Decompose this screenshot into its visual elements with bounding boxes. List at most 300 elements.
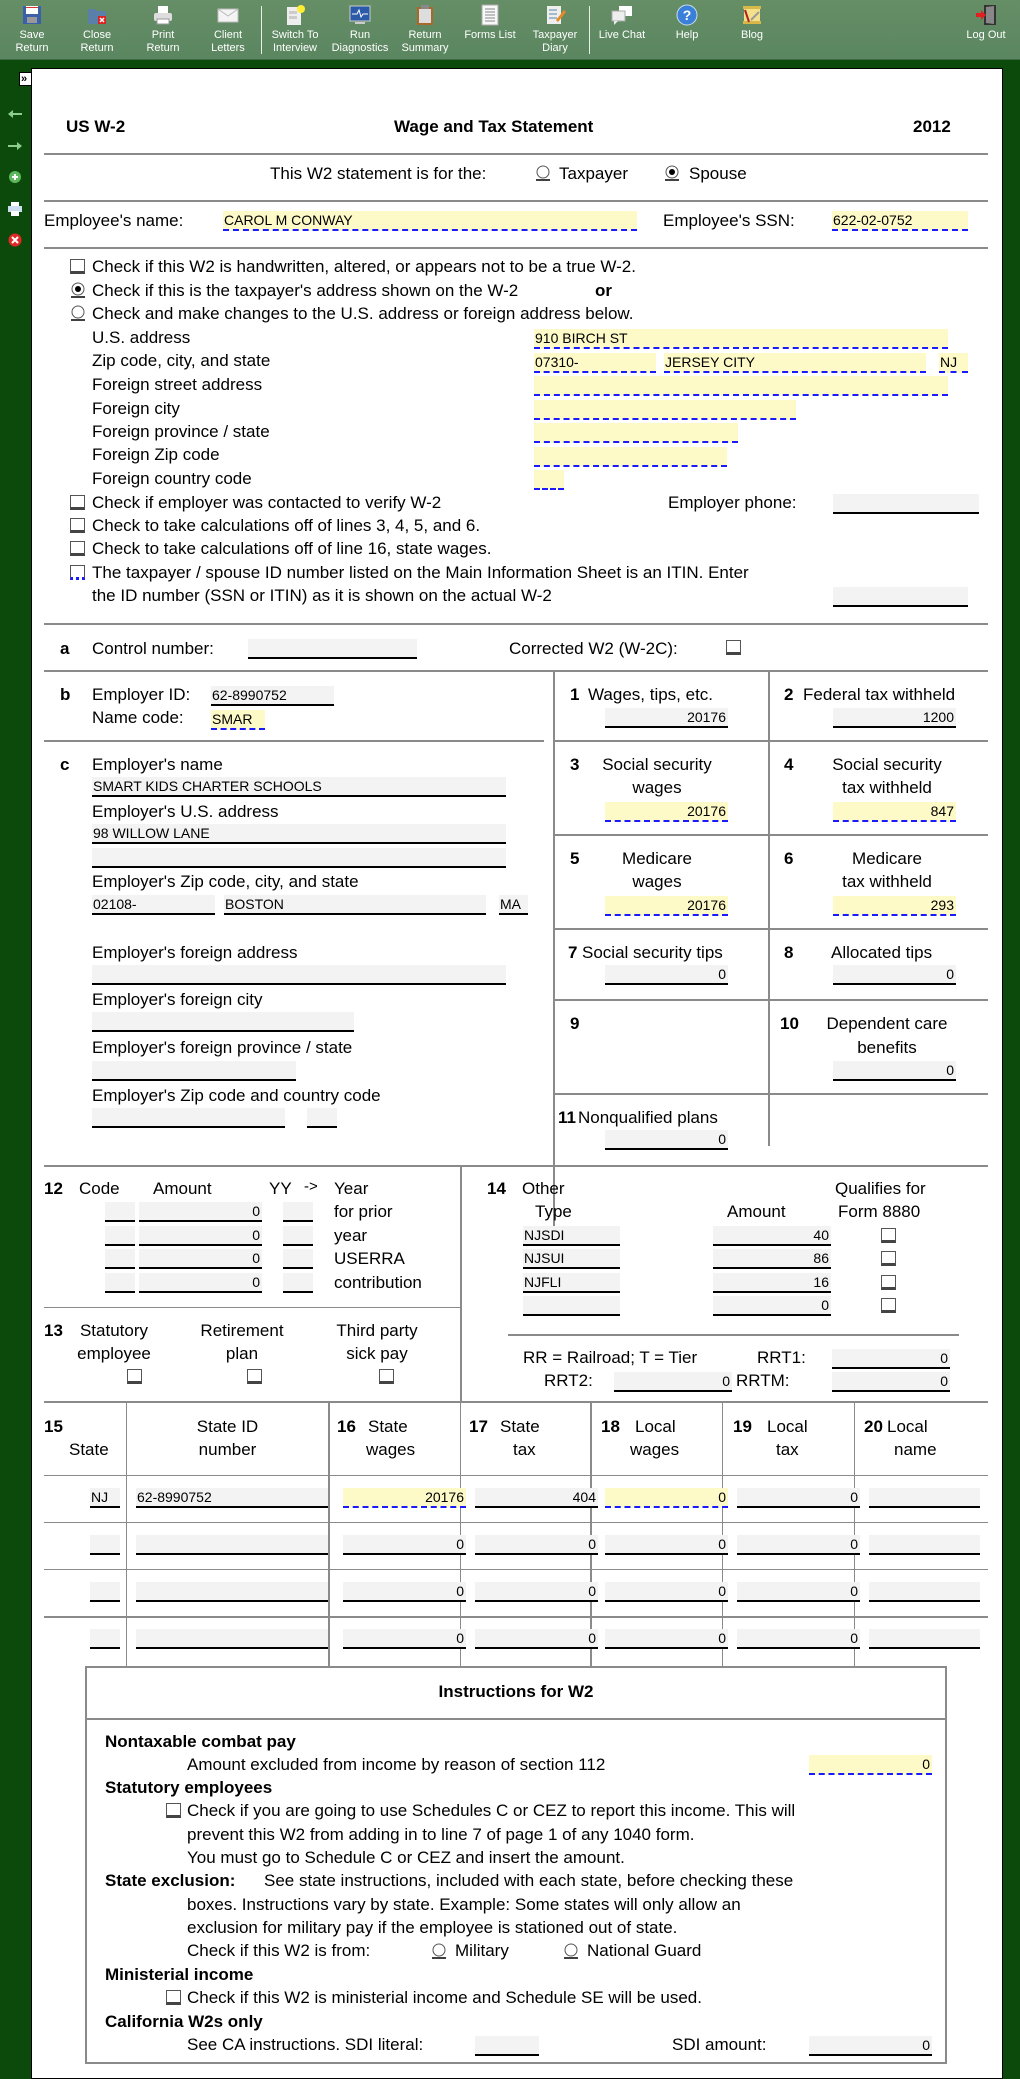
dependent-care-field[interactable]: 0	[833, 1061, 956, 1081]
statutory-schedule-c-checkbox[interactable]	[166, 1803, 181, 1818]
box-5-label2: wages	[632, 872, 682, 891]
foreign-street-field[interactable]	[534, 376, 948, 396]
employer-address2-field[interactable]	[92, 848, 506, 868]
local-wages-header1: Local	[635, 1417, 676, 1436]
main-toolbar	[0, 0, 1020, 60]
sdi-amount-label: SDI amount:	[672, 2035, 767, 2054]
state-field[interactable]	[90, 1629, 120, 1649]
box-14-type-field[interactable]: NJSDI	[523, 1226, 620, 1246]
svg-text:?: ?	[682, 7, 692, 23]
or-label: or	[595, 281, 612, 300]
spouse-radio[interactable]	[664, 165, 680, 181]
employer-name-field[interactable]: SMART KIDS CHARTER SCHOOLS	[92, 777, 506, 797]
qualifies-8880-checkbox[interactable]	[881, 1275, 896, 1290]
employer-city-field[interactable]: BOSTON	[224, 895, 486, 915]
railroad-legend: RR = Railroad; T = Tier	[523, 1348, 698, 1367]
statutory-text-line2: prevent this W2 from adding in to line 7 of page 1 of any 1040 form.	[187, 1825, 695, 1844]
employer-phone-field[interactable]	[833, 494, 979, 514]
handwritten-checkbox[interactable]	[70, 259, 85, 274]
box-12-note-line4: USERRA	[334, 1249, 405, 1268]
calc-lines-3456-checkbox[interactable]	[70, 518, 85, 533]
box-12-yy-field[interactable]	[283, 1273, 313, 1293]
state-wages-field[interactable]: 0	[343, 1582, 466, 1602]
foreign-zip-field[interactable]	[534, 447, 727, 467]
itin-label-line2: the ID number (SSN or ITIN) as it is shown on the actual W-2	[92, 586, 552, 605]
local-tax-field[interactable]: 0	[737, 1629, 860, 1649]
combat-pay-heading: Nontaxable combat pay	[105, 1732, 296, 1751]
state-tax-header2: tax	[513, 1440, 536, 1459]
military-radio[interactable]	[431, 1943, 447, 1959]
state-wages-header2: wages	[366, 1440, 416, 1459]
state-id-field[interactable]	[136, 1629, 328, 1649]
box-11-number: 11	[558, 1108, 576, 1127]
foreign-city-label: Foreign city	[92, 399, 180, 418]
make-changes-radio[interactable]	[70, 305, 86, 321]
ministerial-checkbox[interactable]	[166, 1990, 181, 2005]
client-letters-button[interactable]: Client Letters	[195, 4, 261, 55]
state-field[interactable]	[90, 1582, 120, 1602]
foreign-province-field[interactable]	[534, 423, 738, 443]
box-12-note-line5: contribution	[334, 1273, 422, 1292]
control-number-field[interactable]	[248, 639, 417, 659]
state-exclusion-heading: State exclusion:	[105, 1871, 236, 1890]
rrt2-field[interactable]: 0	[614, 1372, 732, 1392]
box-10-number: 10	[780, 1014, 799, 1033]
logout-door-icon	[975, 4, 997, 26]
calc-line-16-label: Check to take calculations off of line 16, state wages.	[92, 539, 492, 558]
calc-lines-3456-label: Check to take calculations off of lines 3, 4, 5, and 6.	[92, 516, 481, 535]
log-out-button[interactable]: Log Out	[953, 4, 1019, 42]
state-exclusion-line3: exclusion for military pay if the employee is stationed out of state.	[187, 1918, 678, 1937]
local-wages-field[interactable]: 0	[605, 1582, 728, 1602]
ss-wages-field[interactable]: 20176	[605, 802, 728, 822]
clipboard-icon	[414, 4, 436, 26]
qualifies-label1: Qualifies for	[835, 1179, 926, 1198]
box-14-amount-field[interactable]: 16	[713, 1273, 831, 1293]
local-tax-field[interactable]: 0	[737, 1582, 860, 1602]
delete-form-icon[interactable]	[7, 233, 23, 247]
sdi-literal-field[interactable]	[475, 2036, 539, 2056]
printer-icon	[152, 4, 174, 26]
handwritten-label: Check if this W2 is handwritten, altered, or appears not to be a true W-2.	[92, 257, 636, 276]
employer-foreign-city-field[interactable]	[92, 1012, 354, 1032]
taxpayer-diary-button[interactable]: Taxpayer Diary	[522, 4, 588, 55]
box-4-label2: tax withheld	[842, 778, 932, 797]
qualifies-8880-checkbox[interactable]	[881, 1251, 896, 1266]
employee-name-field[interactable]: CAROL M CONWAY	[223, 211, 637, 231]
ministerial-heading: Ministerial income	[105, 1965, 254, 1984]
return-summary-button[interactable]: Return Summary	[392, 4, 458, 55]
itin-checkbox[interactable]	[70, 565, 85, 580]
medicare-tax-field[interactable]: 293	[833, 896, 956, 916]
interview-icon	[284, 4, 306, 26]
state-wages-header1: State	[368, 1417, 408, 1436]
grid-line	[553, 740, 988, 742]
box-14-number: 14	[487, 1179, 506, 1198]
live-chat-button[interactable]: Live Chat	[589, 4, 655, 42]
box-10-label2: benefits	[857, 1038, 917, 1057]
grid-line	[553, 834, 988, 836]
box-b-letter: b	[60, 685, 71, 704]
combat-pay-text: Amount excluded from income by reason of section 112	[187, 1755, 606, 1774]
foreign-country-field[interactable]	[534, 470, 564, 490]
employer-foreign-country-field[interactable]	[307, 1108, 337, 1128]
state-field[interactable]: NJ	[90, 1488, 120, 1508]
box-19-number: 19	[733, 1417, 752, 1436]
instructions-panel	[85, 1666, 947, 2064]
local-tax-header2: tax	[776, 1440, 799, 1459]
employer-contacted-label: Check if employer was contacted to verify W-2	[92, 493, 442, 512]
forward-arrow-icon[interactable]	[7, 139, 23, 153]
box-11-label: Nonqualified plans	[578, 1108, 718, 1127]
forms-list-button[interactable]: Forms List	[457, 4, 523, 42]
statutory-employee-label1: Statutory	[79, 1321, 149, 1340]
employer-us-address-label: Employer's U.S. address	[92, 802, 279, 821]
state-id-header1: State ID	[196, 1417, 259, 1436]
form-id: US W-2	[66, 117, 126, 136]
box-7-label: Social security tips	[582, 943, 723, 962]
box-6-number: 6	[784, 849, 794, 868]
switch-to-interview-button[interactable]: Switch To Interview	[262, 4, 328, 55]
state-header: State	[69, 1440, 109, 1459]
third-party-sick-pay-checkbox[interactable]	[379, 1369, 394, 1384]
box-14-type-field[interactable]: NJSUI	[523, 1249, 620, 1269]
local-name-field[interactable]	[869, 1488, 980, 1508]
box-9-number: 9	[570, 1014, 580, 1033]
itin-label-line1: The taxpayer / spouse ID number listed on the Main Information Sheet is an ITIN. Enter	[92, 563, 749, 582]
employer-state-field[interactable]: MA	[499, 895, 528, 915]
save-return-button[interactable]: Save Return	[0, 4, 65, 55]
expand-panel-button[interactable]: »	[19, 72, 32, 86]
divider	[44, 153, 988, 155]
print-form-icon[interactable]	[7, 202, 23, 216]
ministerial-text: Check if this W2 is ministerial income and Schedule SE will be used.	[187, 1988, 702, 2007]
local-name-header2: name	[894, 1440, 937, 1459]
envelope-icon	[217, 4, 239, 26]
form-title: Wage and Tax Statement	[394, 117, 594, 136]
grid-line	[460, 1165, 462, 1401]
box-12-yy-field[interactable]	[283, 1249, 313, 1269]
box-2-label: Federal tax withheld	[803, 685, 956, 704]
nonqualified-plans-field[interactable]: 0	[605, 1130, 728, 1150]
state-id-field[interactable]: 62-8990752	[136, 1488, 328, 1508]
w2-form-page	[31, 68, 1003, 2079]
retirement-plan-label2: plan	[225, 1344, 259, 1363]
ss-tips-field[interactable]: 0	[605, 965, 728, 985]
state-tax-header1: State	[500, 1417, 540, 1436]
federal-tax-field[interactable]: 1200	[833, 708, 956, 728]
blog-button[interactable]: Blog	[719, 4, 785, 42]
folder-close-icon	[86, 4, 108, 26]
qualifies-8880-checkbox[interactable]	[881, 1298, 896, 1313]
box-10-label1: Dependent care	[826, 1014, 948, 1033]
state-id-field[interactable]	[136, 1582, 328, 1602]
divider	[44, 1165, 988, 1167]
address-shown-label: Check if this is the taxpayer's address shown on the W-2	[92, 281, 519, 300]
divider	[85, 1718, 947, 1720]
grid-line	[553, 670, 555, 1240]
box-12-amount-field[interactable]: 0	[139, 1273, 262, 1293]
box-1-label: Wages, tips, etc.	[588, 685, 714, 704]
divider	[44, 1307, 460, 1308]
rrt1-label: RRT1:	[757, 1348, 806, 1367]
us-address-field[interactable]: 910 BIRCH ST	[534, 329, 948, 349]
divider	[44, 740, 544, 742]
box-14-amount-field[interactable]: 0	[713, 1296, 831, 1316]
help-question-icon	[676, 4, 698, 26]
local-wages-field[interactable]: 0	[605, 1629, 728, 1649]
local-tax-header1: Local	[767, 1417, 808, 1436]
box-12-yy-field[interactable]	[283, 1202, 313, 1222]
divider	[44, 1522, 988, 1523]
qualifies-8880-checkbox[interactable]	[881, 1228, 896, 1243]
divider	[44, 200, 988, 202]
divider	[44, 247, 988, 249]
w2-from-label: Check if this W2 is from:	[187, 1941, 371, 1960]
box-c-letter: c	[60, 755, 70, 774]
box-5-label1: Medicare	[622, 849, 692, 868]
statutory-employee-label2: employee	[77, 1344, 151, 1363]
floppy-disk-icon	[21, 4, 43, 26]
run-diagnostics-button[interactable]: Run Diagnostics	[327, 4, 393, 55]
box-2-number: 2	[784, 685, 794, 704]
diagnostics-monitor-icon	[349, 4, 371, 26]
box-14-amount-field[interactable]: 86	[713, 1249, 831, 1269]
state-wages-field[interactable]: 0	[343, 1535, 466, 1555]
box-17-number: 17	[469, 1417, 488, 1436]
statutory-text-line3: You must go to Schedule C or CEZ and insert the amount.	[187, 1848, 625, 1867]
diary-pencil-icon	[544, 4, 566, 26]
box-12-amount-field[interactable]: 0	[139, 1202, 262, 1222]
local-name-field[interactable]	[869, 1582, 980, 1602]
employer-phone-label: Employer phone:	[668, 493, 797, 512]
divider	[44, 1475, 988, 1476]
employer-foreign-province-field[interactable]	[92, 1061, 296, 1081]
chat-bubbles-icon	[611, 4, 633, 26]
grid-line	[553, 1093, 988, 1095]
city-field[interactable]: JERSEY CITY	[664, 353, 926, 373]
box-a-letter: a	[60, 639, 70, 658]
local-name-header1: Local	[887, 1417, 928, 1436]
box-8-number: 8	[784, 943, 794, 962]
box-14-type-field[interactable]	[523, 1296, 620, 1316]
box-12-note-line3: year	[334, 1226, 368, 1245]
divider	[44, 1569, 988, 1570]
make-changes-label: Check and make changes to the U.S. address or foreign address below.	[92, 304, 634, 323]
state-field[interactable]	[90, 1535, 120, 1555]
box-1-number: 1	[570, 685, 580, 704]
rrtm-field[interactable]: 0	[832, 1372, 950, 1392]
state-exclusion-line2: boxes. Instructions vary by state. Example: Some states will only allow an	[187, 1895, 741, 1914]
foreign-province-label: Foreign province / state	[92, 422, 270, 441]
itin-id-field[interactable]	[833, 587, 968, 607]
calc-line-16-checkbox[interactable]	[70, 541, 85, 556]
box-8-label: Allocated tips	[831, 943, 933, 962]
divider	[44, 1616, 988, 1618]
box-18-number: 18	[601, 1417, 620, 1436]
box-14-type-label: Type	[535, 1202, 572, 1221]
box-12-code-field[interactable]	[105, 1249, 135, 1269]
box-14-other-label: Other	[522, 1179, 565, 1198]
divider	[44, 1401, 988, 1403]
employer-zip-field[interactable]: 02108-	[92, 895, 215, 915]
spouse-radio-label[interactable]: Spouse	[689, 164, 747, 183]
employer-id-label: Employer ID:	[92, 685, 191, 704]
employer-foreign-city-label: Employer's foreign city	[92, 990, 263, 1009]
box-4-number: 4	[784, 755, 794, 774]
arrow-label: ->	[304, 1178, 318, 1195]
employer-foreign-address-label: Employer's foreign address	[92, 943, 298, 962]
allocated-tips-field[interactable]: 0	[833, 965, 956, 985]
state-field[interactable]: NJ	[939, 353, 968, 373]
military-label[interactable]: Military	[455, 1941, 509, 1960]
employee-name-label: Employee's name:	[44, 211, 184, 230]
grid-line	[553, 928, 988, 930]
rrt1-field[interactable]: 0	[832, 1349, 950, 1369]
box-7-number: 7	[568, 943, 578, 962]
zip-city-state-label: Zip code, city, and state	[92, 351, 271, 370]
rrtm-label: RRTM:	[736, 1371, 790, 1390]
local-name-field[interactable]	[869, 1535, 980, 1555]
box-12-amount-field[interactable]: 0	[139, 1249, 262, 1269]
retirement-plan-checkbox[interactable]	[247, 1369, 262, 1384]
box-12-amount-field[interactable]: 0	[139, 1226, 262, 1246]
employer-foreign-zip-label: Employer's Zip code and country code	[92, 1086, 381, 1105]
state-id-header2: number	[198, 1440, 257, 1459]
corrected-w2-label: Corrected W2 (W-2C):	[509, 639, 678, 658]
foreign-street-label: Foreign street address	[92, 375, 263, 394]
local-wages-field[interactable]: 0	[605, 1535, 728, 1555]
corrected-w2-checkbox[interactable]	[726, 640, 741, 655]
box-6-label1: Medicare	[852, 849, 922, 868]
state-tax-field[interactable]: 0	[475, 1582, 598, 1602]
foreign-zip-label: Foreign Zip code	[92, 445, 220, 464]
statutory-employee-checkbox[interactable]	[127, 1369, 142, 1384]
box-12-note-line1: Year	[334, 1179, 369, 1198]
divider	[44, 623, 988, 625]
box-12-code-field[interactable]	[105, 1202, 135, 1222]
box-12-note-line2: for prior	[334, 1202, 393, 1221]
employee-ssn-label: Employee's SSN:	[663, 211, 795, 230]
statement-for-label: This W2 statement is for the:	[270, 164, 487, 183]
print-return-button[interactable]: Print Return	[130, 4, 196, 55]
box-14-amount-field[interactable]: 40	[713, 1226, 831, 1246]
employer-zip-city-state-label: Employer's Zip code, city, and state	[92, 872, 359, 891]
box-12-amount-label: Amount	[153, 1179, 212, 1198]
box-12-code-field[interactable]	[105, 1226, 135, 1246]
box-16-number: 16	[337, 1417, 356, 1436]
box-20-number: 20	[864, 1417, 883, 1436]
name-code-label: Name code:	[92, 708, 184, 727]
box-6-label2: tax withheld	[842, 872, 932, 891]
state-exclusion-line1: See state instructions, included with each state, before checking these	[264, 1871, 794, 1890]
retirement-plan-label1: Retirement	[200, 1321, 284, 1340]
help-button[interactable]: ? Help	[654, 4, 720, 42]
local-tax-field[interactable]: 0	[737, 1488, 860, 1508]
third-party-sick-pay-label2: sick pay	[346, 1344, 408, 1363]
wages-field[interactable]: 20176	[605, 708, 728, 728]
box-12-code-field[interactable]	[105, 1273, 135, 1293]
employee-ssn-field[interactable]: 622-02-0752	[832, 211, 968, 231]
box-4-label1: Social security	[832, 755, 942, 774]
box-3-number: 3	[570, 755, 580, 774]
state-tax-field[interactable]: 0	[475, 1535, 598, 1555]
box-3-label2: wages	[632, 778, 682, 797]
employer-foreign-zip-field[interactable]	[92, 1108, 285, 1128]
statutory-employees-heading: Statutory employees	[105, 1778, 273, 1797]
instructions-title: Instructions for W2	[438, 1682, 594, 1701]
employer-contacted-checkbox[interactable]	[70, 495, 85, 510]
close-return-button[interactable]: Close Return	[64, 4, 130, 55]
national-guard-label[interactable]: National Guard	[587, 1941, 702, 1960]
box-14-amount-label: Amount	[727, 1202, 786, 1221]
state-id-field[interactable]	[136, 1535, 328, 1555]
national-guard-radio[interactable]	[563, 1943, 579, 1959]
box-5-number: 5	[570, 849, 580, 868]
box-3-label1: Social security	[602, 755, 712, 774]
control-number-label: Control number:	[92, 639, 214, 658]
state-tax-field[interactable]: 0	[475, 1629, 598, 1649]
name-code-field[interactable]: SMAR	[211, 710, 265, 730]
combat-pay-field[interactable]: 0	[809, 1755, 932, 1775]
employer-id-field[interactable]: 62-8990752	[211, 686, 334, 706]
employer-address1-field[interactable]: 98 WILLOW LANE	[92, 824, 506, 844]
box-12-number: 12	[44, 1179, 63, 1198]
ss-tax-field[interactable]: 847	[833, 802, 956, 822]
forms-list-icon	[479, 4, 501, 26]
local-tax-field[interactable]: 0	[737, 1535, 860, 1555]
state-wages-field[interactable]: 0	[343, 1629, 466, 1649]
back-arrow-icon[interactable]	[7, 107, 23, 121]
box-15-number: 15	[44, 1417, 63, 1436]
rrt2-label: RRT2:	[544, 1371, 593, 1390]
employer-name-label: Employer's name	[92, 755, 223, 774]
box-13-number: 13	[44, 1321, 63, 1340]
box-12-code-label: Code	[79, 1179, 120, 1198]
third-party-sick-pay-label1: Third party	[336, 1321, 418, 1340]
add-form-icon[interactable]	[7, 170, 23, 184]
medicare-wages-field[interactable]: 20176	[605, 896, 728, 916]
taxpayer-radio[interactable]	[535, 165, 551, 181]
state-tax-field[interactable]: 404	[475, 1488, 598, 1508]
box-12-yy-field[interactable]	[283, 1226, 313, 1246]
divider	[508, 1334, 959, 1336]
tax-year: 2012	[913, 117, 951, 136]
local-name-field[interactable]	[869, 1629, 980, 1649]
zip-field[interactable]: 07310-	[534, 353, 656, 373]
us-address-label: U.S. address	[92, 328, 191, 347]
box-14-type-field[interactable]: NJFLI	[523, 1273, 620, 1293]
grid-line	[553, 999, 988, 1001]
taxpayer-radio-label[interactable]: Taxpayer	[559, 164, 628, 183]
california-heading: California W2s only	[105, 2012, 263, 2031]
sdi-amount-field[interactable]: 0	[809, 2036, 932, 2056]
qualifies-label2: Form 8880	[838, 1202, 921, 1221]
foreign-country-label: Foreign country code	[92, 469, 252, 488]
address-shown-radio[interactable]	[70, 282, 86, 298]
local-wages-field[interactable]: 0	[605, 1488, 728, 1508]
ca-instructions-text: See CA instructions. SDI literal:	[187, 2035, 424, 2054]
box-12-yy-label: YY	[269, 1179, 292, 1198]
statutory-text-line1: Check if you are going to use Schedules C or CEZ to report this income. This will	[187, 1801, 796, 1820]
scroll-quill-icon	[741, 4, 763, 26]
employer-foreign-address-field[interactable]	[92, 965, 506, 985]
divider	[44, 670, 988, 672]
employer-foreign-province-label: Employer's foreign province / state	[92, 1038, 353, 1057]
state-wages-field[interactable]: 20176	[343, 1488, 466, 1508]
foreign-city-field[interactable]	[534, 400, 796, 420]
local-wages-header2: wages	[630, 1440, 680, 1459]
